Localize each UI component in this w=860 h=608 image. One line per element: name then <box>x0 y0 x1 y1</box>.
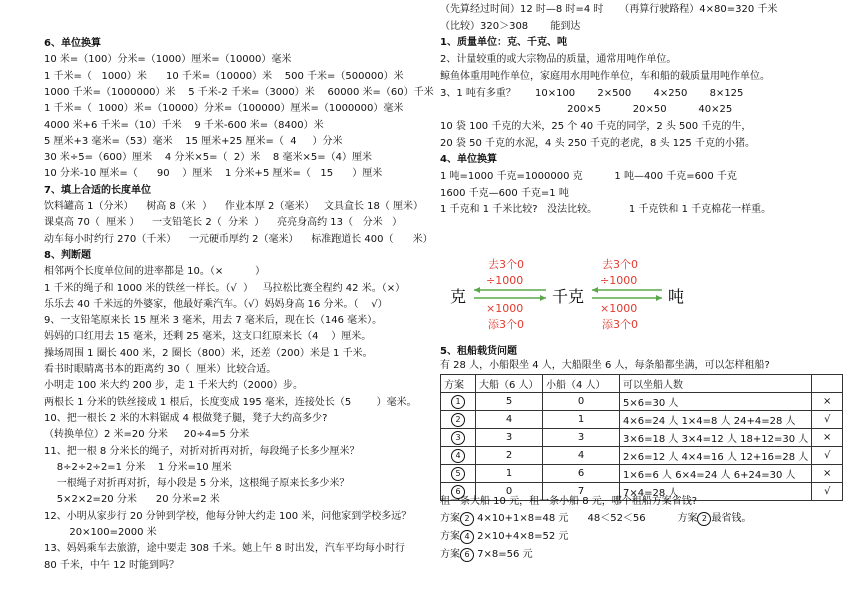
circled-number: 5 <box>451 467 465 481</box>
circled-number: 4 <box>451 449 465 463</box>
big-boat-count: 3 <box>476 429 543 447</box>
label-multiply-right: ×1000 <box>600 302 638 315</box>
unit-gram: 克 <box>450 287 467 306</box>
capacity-calc: 3×6=18 人 3×4=12 人 18+12=30 人 <box>620 429 812 447</box>
small-boat-count: 6 <box>543 465 620 483</box>
label-remove-zeros-left: 去3个0 <box>488 258 524 271</box>
circled-number: 3 <box>451 431 465 445</box>
section5-title: 5、租船载货问题 <box>440 346 517 357</box>
text-line: 12、小明从家步行 20 分钟到学校，他每分钟大约走 100 米，问他家到学校多远？ <box>44 510 412 522</box>
unit-ton: 吨 <box>668 287 685 306</box>
text-line: 10 米=（100）分米=（1000）厘米=（10000）毫米 <box>44 54 292 66</box>
text-line: 小明走 100 米大约 200 步，走 1 千米大约（2000）步。 <box>44 380 304 392</box>
text-line: 30 米÷5=（600）厘米 4 分米×5=（ 2）米 8 毫米×5=（4）厘米 <box>44 152 372 164</box>
answer-prefix: 方案 <box>440 513 460 524</box>
circled-number: 1 <box>451 395 465 409</box>
table-row <box>441 393 843 411</box>
text-line: 5×2×2=20 分米 20 分米=2 米 <box>44 494 220 506</box>
answer-line <box>440 530 568 544</box>
big-boat-count: 1 <box>476 465 543 483</box>
circled-number: 6 <box>460 548 474 562</box>
plan-number <box>441 447 476 465</box>
header-big-boat: 大船（6 人） <box>476 375 543 393</box>
text-line: 鲸鱼体重用吨作单位，家庭用水用吨作单位，车和船的载质量用吨作单位。 <box>440 70 770 82</box>
text-line: 课桌高 70（ 厘米 ） 一支铅笔长 2（ 分米 ） 亮亮身高约 13（ 分米 ） <box>44 217 403 229</box>
text-line: 4000 米+6 千米=（10）千米 9 千米-600 米=（8400）米 <box>44 119 324 131</box>
text-line: 两根长 1 分米的铁丝接成 1 根后，长度变成 195 毫米，连接处长（5 ）毫米。 <box>44 396 417 408</box>
header-mark <box>812 375 843 393</box>
text-line: 操场周围 1 圈长 400 米，2 圈长（800）米，还差（200）米是 1 千米。 <box>44 347 373 359</box>
text-line: 5 厘米+3 毫米=（53）毫米 15 厘米+25 厘米=（ 4 ）分米 <box>44 135 343 147</box>
text-line: 相邻两个长度单位间的进率都是 10。（× ） <box>44 266 266 278</box>
answer-text: 7×8=56 元 <box>474 549 533 560</box>
text-line: 1 千米=（ 1000）米=（10000）分米=（100000）厘米=（1000000）毫米 <box>44 103 404 115</box>
circled-number: 2 <box>697 512 711 526</box>
result-mark: × <box>812 393 843 411</box>
circled-number: 4 <box>460 530 474 544</box>
text-line: 10 分米-10 厘米=（ 90 ）厘米 1 分米+5 厘米=（ 15 ）厘米 <box>44 168 383 180</box>
section5-intro: 有 28 人，小船限坐 4 人，大船限坐 6 人，每条船都坐满，可以怎样租船? <box>440 360 770 371</box>
big-boat-count: 4 <box>476 411 543 429</box>
text-line: 饮料罐高 1（分米） 树高 8（米 ） 作业本厚 2（毫米） 文具盒长 18（ 厘米） <box>44 201 424 212</box>
capacity-calc: 1×6=6 人 6×4=24 人 6+24=30 人 <box>620 465 812 483</box>
big-boat-count: 0 <box>476 483 543 501</box>
section-heading: 7、填上合适的长度单位 <box>44 184 151 196</box>
plan-number <box>441 429 476 447</box>
text-line: 200×5 20×50 40×25 <box>440 104 733 116</box>
capacity-calc: 2×6=12 人 4×4=16 人 12+16=28 人 <box>620 447 812 465</box>
header-capacity: 可以坐船人数 <box>620 375 812 393</box>
text-line: 1 千米=（ 1000）米 10 千米=（10000）米 500 千米=（500000）米 <box>44 70 404 82</box>
header-plan: 方案 <box>441 375 476 393</box>
text-line: 8÷2÷2÷2=1 分米 1 分米=10 厘米 <box>44 461 232 473</box>
plan-number <box>441 465 476 483</box>
plan-number <box>441 411 476 429</box>
section-heading: 4、单位换算 <box>440 154 497 166</box>
text-line: 1 千米的绳子和 1000 米的铁丝一样长。（√ ） 马拉松比赛全程约 42 米。（×） <box>44 282 406 294</box>
text-line: 乐乐去 40 千米远的外婆家，他最好乘汽车。（√）妈妈身高 16 分米。（ √） <box>44 298 388 310</box>
answer-conclusion: 最省钱。 <box>711 513 752 524</box>
text-line: （先算经过时间）12 时—8 时=4 时 （再算行驶路程）4×80=320 千米 <box>440 4 778 15</box>
text-line: 9、一支铅笔原来长 15 厘米 3 毫米，用去 7 毫米后，现在长（146 毫米）。 <box>44 315 383 327</box>
text-line: （比较）320＞308 能到达 <box>440 20 581 32</box>
table-row <box>441 429 843 447</box>
capacity-calc: 5×6=30 人 <box>620 393 812 411</box>
small-boat-count: 7 <box>543 483 620 501</box>
text-line: 动车每小时约行 270（千米） 一元硬币厚约 2（毫米） 标准跑道长 400（ 米） <box>44 233 433 245</box>
section5-question: 租一条大船 10 元，租一条小船 8 元，哪个租船方案省钱? <box>440 496 698 507</box>
text-line: 10 袋 100 千克的大米，25 个 40 千克的同学，2 头 500 千克的牛， <box>440 120 752 132</box>
small-boat-count: 3 <box>543 429 620 447</box>
unit-kilogram: 千克 <box>552 287 585 306</box>
big-boat-count: 5 <box>476 393 543 411</box>
table-row <box>441 465 843 483</box>
label-divide-right: ÷1000 <box>600 274 638 287</box>
text-line: 20×100=2000 米 <box>44 527 157 538</box>
result-mark: √ <box>812 411 843 429</box>
text-line: 3、1 吨有多重？ 10×100 2×500 4×250 8×125 <box>440 87 744 99</box>
text-line: 10、把一根长 2 米的木料锯成 4 根做凳子腿，凳子大约高多少? <box>44 412 328 424</box>
section-heading: 6、单位换算 <box>44 38 101 49</box>
label-add-zeros-right: 添3个0 <box>602 318 638 331</box>
big-boat-count: 2 <box>476 447 543 465</box>
text-line: 2、计量较重的或大宗物品的质量，通常用吨作单位。 <box>440 54 677 66</box>
small-boat-count: 4 <box>543 447 620 465</box>
result-mark: √ <box>812 483 843 501</box>
answer-line <box>440 512 751 526</box>
capacity-calc: 7×4=28 人 <box>620 483 812 501</box>
answer-line <box>440 548 533 562</box>
text-line: 20 袋 50 千克的水泥，4 头 250 千克的老虎，8 头 125 千克的小猪。 <box>440 137 755 149</box>
capacity-calc: 4×6=24 人 1×4=8 人 24+4=28 人 <box>620 411 812 429</box>
text-line: 11、把一根 8 分米长的绳子，对折对折再对折，每段绳子长多少厘米？ <box>44 445 360 457</box>
label-remove-zeros-right: 去3个0 <box>602 258 638 271</box>
circled-number: 6 <box>451 485 465 499</box>
text-line: 1 吨=1000 千克=1000000 克 1 吨—400 千克=600 千克 <box>440 171 737 182</box>
result-mark: √ <box>812 447 843 465</box>
boat-plan-table <box>440 374 843 501</box>
text-line: 看书时眼睛离书本的距离约 30（ 厘米）比较合适。 <box>44 364 277 375</box>
result-mark: × <box>812 465 843 483</box>
text-line: 1600 千克—600 千克=1 吨 <box>440 187 569 199</box>
small-boat-count: 1 <box>543 411 620 429</box>
text-line: 1000 千米=（1000000）米 5 千米-2 千米=（3000）米 60000 米=（60）千米 <box>44 86 434 98</box>
text-line: 13、妈妈乘车去旅游，途中要走 308 千米。她上午 8 时出发，汽车平均每小时行 <box>44 543 405 555</box>
section-heading: 1、质量单位：克、千克、吨 <box>440 37 567 49</box>
table-row <box>441 411 843 429</box>
text-line: 一根绳子对折再对折，每小段是 5 分米，这根绳子原来长多少米？ <box>44 478 350 490</box>
small-boat-count: 0 <box>543 393 620 411</box>
label-multiply-left: ×1000 <box>486 302 524 315</box>
section-heading: 8、判断题 <box>44 249 91 261</box>
text-line: （转换单位）2 米=20 分米 20÷4=5 分米 <box>44 429 250 441</box>
circled-number: 2 <box>451 413 465 427</box>
label-divide-left: ÷1000 <box>486 274 524 287</box>
answer-text: 2×10+4×8=52 元 <box>474 531 569 542</box>
circled-number: 2 <box>460 512 474 526</box>
header-small-boat: 小船（4 人） <box>543 375 620 393</box>
answer-prefix: 方案 <box>440 549 460 560</box>
label-add-zeros-left: 添3个0 <box>488 318 524 331</box>
unit-conversion-diagram <box>446 256 690 336</box>
answer-text: 4×10+1×8=48 元 48＜52＜56 方案 <box>474 513 698 524</box>
table-row <box>441 447 843 465</box>
result-mark: × <box>812 429 843 447</box>
text-line: 80 千米，中午 12 时能到吗？ <box>44 559 179 571</box>
text-line: 妈妈的口红用去 15 毫米，还剩 25 毫米，这支口红原来长（4 ）厘米。 <box>44 331 372 343</box>
answer-prefix: 方案 <box>440 531 460 542</box>
table-header-row <box>441 375 843 393</box>
plan-number <box>441 393 476 411</box>
text-line: 1 千克和 1 千米比较? 没法比较。 1 千克铁和 1 千克棉花一样重。 <box>440 204 772 216</box>
